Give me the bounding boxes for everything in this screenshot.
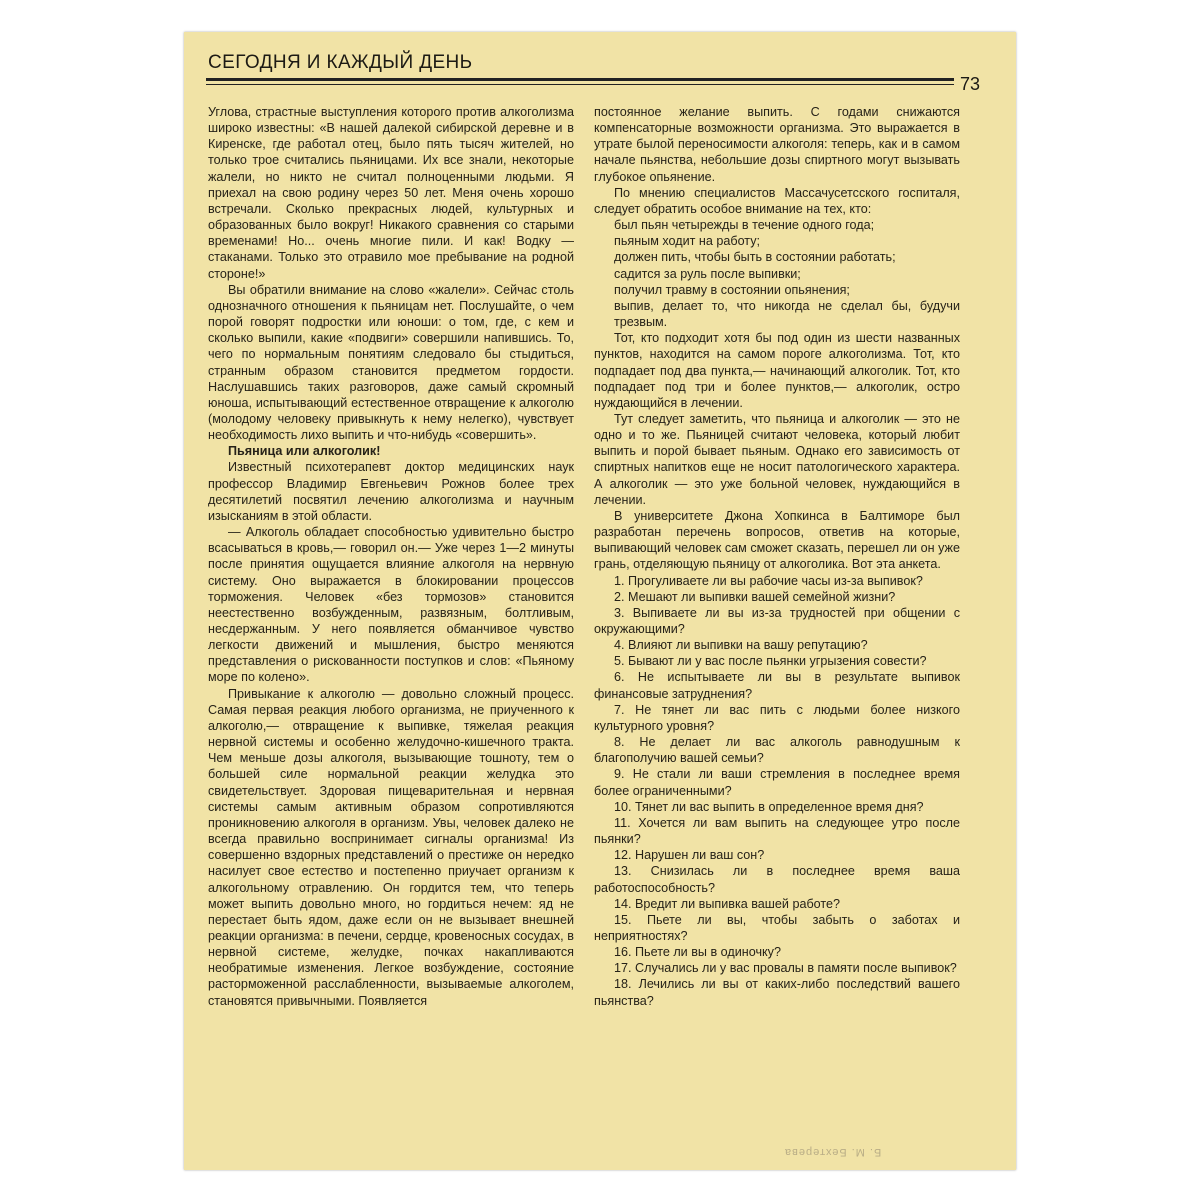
- criteria-item: был пьян четырежды в течение одного года;: [614, 218, 875, 233]
- page-header-title: СЕГОДНЯ И КАЖДЫЙ ДЕНЬ: [208, 52, 473, 73]
- paragraph: Известный психотерапевт доктор медицинских наук профессор Владимир Евгеньевич Рожнов более трех десятилетий посвятил лечению алкоголизма и научным изысканиям в этой области.: [208, 460, 574, 523]
- section-title: Пьяница или алкоголик!: [228, 444, 381, 459]
- criteria-item: должен пить, чтобы быть в состоянии работать;: [614, 250, 896, 265]
- question-item: 7. Не тянет ли вас пить с людьми более низкого культурного уровня?: [594, 702, 960, 733]
- criteria-item: выпив, делает то, что никогда не сделал бы, будучи трезвым.: [614, 298, 960, 330]
- left-column: [208, 104, 574, 1009]
- question-item: 4. Влияют ли выпивки на вашу репутацию?: [614, 638, 868, 653]
- paragraph: — Алкоголь обладает способностью удивительно быстро всасываться в кровь,— говорил он.— Уже через 1—2 минуты после принятия ощущается влияние алкоголя на нервную систему. Оно выражается в блокировании процессов торможения. Человек «без тормозов» становится неестественно возбужденным, развязным, болтливым, несдержанным. У него появляется обманчивое чувство легкости движений и мышления, быстро меняются представления о рискованности поступков и слов: «Пьяному море по колено».: [208, 525, 574, 685]
- question-item: 15. Пьете ли вы, чтобы забыть о заботах и неприятностях?: [594, 912, 960, 943]
- page-number: 73: [959, 74, 980, 94]
- question-item: 18. Лечились ли вы от каких-либо последствий вашего пьянства?: [594, 977, 960, 1008]
- paragraph: Привыкание к алкоголю — довольно сложный процесс. Самая первая реакция любого организма, не приученного к алкоголю,— отвращение к выпивке, тяжелая реакция нервной системы и особенно желудочно-кишечного тракта. Чем меньше дозы алкоголя, вызывающие тошноту, тем о большей силе нормальной реакции желудка это свидетельствует. Здоровая пищеварительная и нервная системы самым активным образом сопротивляются проникновению алкоголя в организм. Увы, человек далеко не всегда правильно воспринимает сигналы организма! Из совершенно вздорных представлений о престиже он нередко насилует свое естество и постепенно приучает организм к алкогольному отравлению. Он гордится тем, что теперь может выпить довольно много, но гордиться нечем: яд не перестает быть ядом, даже если он не вызывает внешней реакции организма: в печени, сердце, кровеносных сосудах, в нервной системе, желудке, почках накапливаются необратимые изменения. Легкое возбуждение, состояние расторможенной расслабленности, вызываемые алкоголем, становятся привычными. Появляется: [208, 686, 574, 1008]
- question-item: 8. Не делает ли вас алкоголь равнодушным к благополучию вашей семьи?: [594, 735, 960, 766]
- question-item: 2. Мешают ли выпивки вашей семейной жизни?: [614, 589, 896, 604]
- paragraph: Тот, кто подходит хотя бы под один из шести названных пунктов, находится на самом пороге алкоголизма. Тот, кто подпадает под два пункта,— начинающий алкоголик. Тот, кто подпадает под три и более пунктов,— алкоголик, остро нуждающийся в лечении.: [594, 331, 960, 410]
- header-rule: [206, 78, 954, 88]
- paragraph: Тут следует заметить, что пьяница и алкоголик — это не одно и то же. Пьяницей считают человека, который любит выпить и порой бывает пьяным. Однако его зависимость от спиртных напитков еще не носит патологического характера. А алкоголик — это уже больной человек, нуждающийся в лечении.: [594, 411, 960, 507]
- paragraph: По мнению специалистов Массачусетсского госпиталя, следует обратить особое внимание на тех, кто:: [594, 185, 960, 216]
- question-item: 11. Хочется ли вам выпить на следующее утро после пьянки?: [594, 815, 960, 847]
- paragraph: В университете Джона Хопкинса в Балтиморе был разработан перечень вопросов, ответив на которые, выпивающий человек сам сможет сказать, перешел ли он уже грань, отделяющую пьяницу от алкоголика. Вот эта анкета.: [594, 508, 960, 572]
- paragraph: Вы обратили внимание на слово «жалели». Сейчас столь однозначного отношения к пьяницам нет. Послушайте, о чем порой говорят подростки или юноши: о том, где, с кем и сколько выпили, какие «подвиги» совершили напившись. То, чего по нормальным понятиям следовало бы стыдиться, странным образом становится предметом гордости. Наслушавшись таких разговоров, даже самый скромный юноша, испытывающий естественное отвращение к алкоголю (молодому человеку привыкнуть к нему нелегко), чувствует необходимость лихо выпить и что-нибудь «совершить».: [208, 282, 574, 443]
- question-item: 17. Случались ли у вас провалы в памяти после выпивок?: [614, 961, 957, 976]
- question-item: 9. Не стали ли ваши стремления в последнее время более ограниченными?: [594, 767, 960, 798]
- question-item: 6. Не испытываете ли вы в результате выпивок финансовые затруднения?: [594, 670, 960, 701]
- question-item: 12. Нарушен ли ваш сон?: [614, 848, 765, 863]
- criteria-item: садится за руль после выпивки;: [614, 266, 801, 281]
- question-item: 10. Тянет ли вас выпить в определенное время дня?: [614, 799, 924, 814]
- right-column: [594, 104, 960, 1009]
- paragraph: Углова, страстные выступления которого против алкоголизма широко известны: «В нашей далекой сибирской деревне и в Киренске, где работал отец, было пять тысяч жителей, но только трое считались пьяницами. Их все знали, некоторые жалели, но никто не считал полноценными людьми. Я приехал на свою родину через 50 лет. Меня очень хорошо встречали. Сколько прекрасных людей, культурных и образованных было вокруг! Никакого сравнения со старыми временами! Но... очень многие пили. И как! Водку — стаканами. Только это отравило мое пребывание на родной стороне!»: [208, 105, 574, 281]
- question-item: 5. Бывают ли у вас после пьянки угрызения совести?: [614, 654, 927, 669]
- question-item: 14. Вредит ли выпивка вашей работе?: [614, 896, 841, 911]
- question-item: 3. Выпиваете ли вы из-за трудностей при общении с окружающими?: [594, 605, 960, 636]
- footer-stamp: Б. М. Бехтерева: [784, 1146, 882, 1158]
- paragraph: постоянное желание выпить. С годами снижаются компенсаторные возможности организма. Это выражается в утрате былой переносимости алкоголя: теперь, как и в самом начале пьянства, небольшие дозы спиртного могут вызывать глубокое опьянение.: [594, 105, 960, 184]
- criteria-item: пьяным ходит на работу;: [614, 234, 761, 249]
- question-item: 16. Пьете ли вы в одиночку?: [614, 945, 781, 960]
- question-item: 13. Снизилась ли в последнее время ваша работоспособность?: [594, 864, 960, 895]
- magazine-page: [184, 32, 1016, 1170]
- criteria-item: получил травму в состоянии опьянения;: [614, 282, 850, 297]
- question-item: 1. Прогуливаете ли вы рабочие часы из-за выпивок?: [614, 573, 923, 588]
